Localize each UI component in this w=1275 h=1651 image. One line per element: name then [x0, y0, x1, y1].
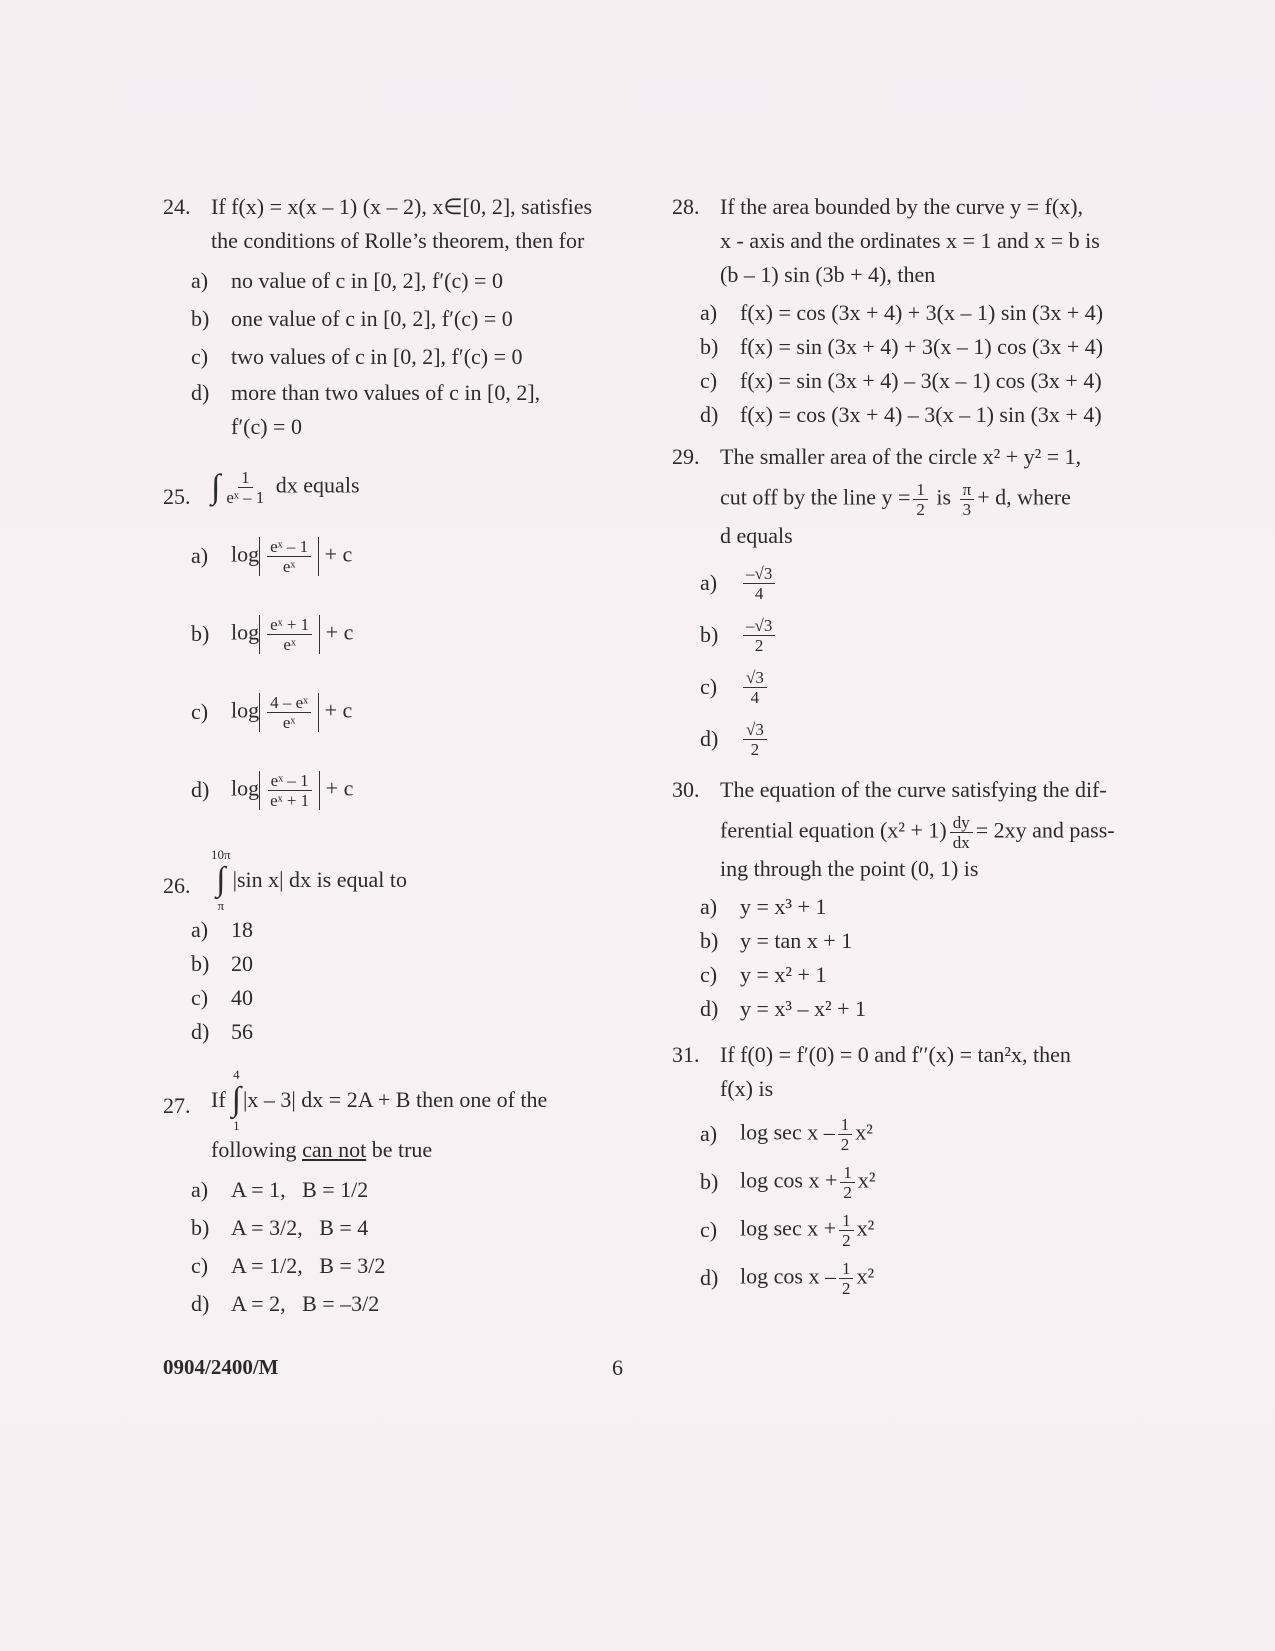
options [700, 890, 1152, 1026]
options [191, 262, 633, 444]
option-a[interactable]: a) log sec x – $\frac{1}{2}$ x² [700, 1114, 873, 1154]
question-number: 29. [672, 444, 700, 469]
left-column [163, 190, 633, 1323]
question-number: 24. [163, 194, 191, 219]
question-27 [163, 1067, 633, 1323]
option-c[interactable]: c) A = 1/2, B = 3/2 [191, 1253, 386, 1278]
question-26 [163, 847, 633, 1049]
question-number: 28. [672, 194, 700, 219]
option-a[interactable]: a) $\frac{-√3}{4}$ [700, 557, 1152, 609]
option-a[interactable]: a) log $\frac{\text{eˣ – 1}}{\text{eˣ}}$ + c [191, 536, 353, 576]
question-text: ∫ $\frac{1}{\text{eˣ – 1}}$ dx equals [211, 468, 360, 507]
option-d[interactable]: d) more than two values of c in [0, 2], f′(c) = 0 [191, 380, 541, 439]
option-c[interactable]: c) log $\frac{\text{4 – eˣ}}{\text{eˣ}}$ + c [191, 692, 353, 732]
option-b[interactable]: b) $\frac{-√3}{2}$ [700, 609, 1152, 661]
option-d[interactable]: d) f(x) = cos (3x + 4) – 3(x – 1) sin (3x + 4) [700, 402, 1102, 427]
options [700, 296, 1152, 432]
option-b[interactable]: b) log $\frac{\text{eˣ + 1}}{\text{eˣ}}$ + c [191, 614, 354, 654]
options [700, 557, 1152, 765]
option-d[interactable]: d) log cos x – $\frac{1}{2}$ x² [700, 1258, 875, 1298]
option-c[interactable]: c) $\frac{√3}{4}$ [700, 661, 1152, 713]
options [700, 1110, 1152, 1302]
question-28 [672, 190, 1152, 432]
options [191, 913, 633, 1049]
question-text: If the area bounded by the curve y = f(x), x - axis and the ordinates x = 1 and x = b is (b – 1) sin (3b + 4), then [720, 194, 1100, 287]
question-number: 27. [163, 1093, 191, 1118]
question-text: If f(x) = x(x – 1) (x – 2), x∈[0, 2], satisfies the conditions of Rolle’s theorem, then for [211, 194, 593, 253]
options [191, 517, 633, 829]
option-c[interactable]: c) two values of c in [0, 2], f′(c) = 0 [191, 344, 523, 369]
question-text: If f(0) = f′(0) = 0 and f′′(x) = tan²x, then f(x) is [720, 1042, 1071, 1101]
option-b[interactable]: b) log cos x + $\frac{1}{2}$ x² [700, 1162, 876, 1202]
option-b[interactable]: b) f(x) = sin (3x + 4) + 3(x – 1) cos (3x + 4) [700, 334, 1104, 359]
question-text: The smaller area of the circle x² + y² = 1, cut off by the line y = $\frac{1}{2}$ is $\frac{\pi}{3}$ + d, where d equals [720, 444, 1082, 548]
option-a[interactable]: a) f(x) = cos (3x + 4) + 3(x – 1) sin (3x + 4) [700, 300, 1104, 325]
option-c[interactable]: c) y = x² + 1 [700, 962, 827, 987]
paper-code: 0904/2400/M [163, 1355, 279, 1379]
options [191, 1171, 633, 1323]
option-d[interactable]: d) 56 [191, 1019, 253, 1044]
integral-sign: 4 ∫ 1 [231, 1067, 241, 1133]
question-24 [163, 190, 633, 444]
option-d[interactable]: d) $\frac{√3}{2}$ [700, 713, 1152, 765]
page-number: 6 [612, 1355, 623, 1380]
option-a[interactable]: a) A = 1, B = 1/2 [191, 1177, 369, 1202]
option-b[interactable]: b) one value of c in [0, 2], f′(c) = 0 [191, 306, 513, 331]
option-b[interactable]: b) y = tan x + 1 [700, 928, 853, 953]
question-number: 30. [672, 777, 700, 802]
option-b[interactable]: b) 20 [191, 951, 253, 976]
question-number: 26. [163, 873, 191, 898]
integrand: $\frac{1}{\text{eˣ – 1}}$ [226, 468, 265, 507]
question-number: 25. [163, 484, 191, 509]
option-d[interactable]: d) A = 2, B = –3/2 [191, 1291, 380, 1316]
option-d[interactable]: d) log $\frac{\text{eˣ – 1}}{\text{eˣ + 1}}$ + c [191, 770, 354, 810]
integral-sign: 10π ∫ π [211, 847, 231, 913]
option-a[interactable]: a) y = x³ + 1 [700, 894, 827, 919]
option-a[interactable]: a) 18 [191, 917, 253, 942]
question-number: 31. [672, 1042, 700, 1067]
option-c[interactable]: c) 40 [191, 985, 253, 1010]
question-31 [672, 1038, 1152, 1302]
option-c[interactable]: c) f(x) = sin (3x + 4) – 3(x – 1) cos (3x + 4) [700, 368, 1102, 393]
option-b[interactable]: b) A = 3/2, B = 4 [191, 1215, 369, 1240]
option-a[interactable]: a) no value of c in [0, 2], f′(c) = 0 [191, 268, 503, 293]
question-25 [163, 468, 633, 829]
question-text: The equation of the curve satisfying the dif- ferential equation (x² + 1) $\frac{dy}{dx}$ = 2xy and pass- ing through the point (0, 1) is [720, 777, 1115, 881]
question-30 [672, 773, 1152, 1026]
integral-sign: ∫ [211, 468, 221, 506]
option-c[interactable]: c) log sec x + $\frac{1}{2}$ x² [700, 1210, 875, 1250]
question-text: If 4 ∫ 1 |x – 3| dx = 2A + B then one of the following can not be true [211, 1067, 548, 1162]
option-d[interactable]: d) y = x³ – x² + 1 [700, 996, 867, 1021]
right-column [672, 190, 1152, 1302]
question-text: 10π ∫ π |sin x| dx is equal to [211, 847, 407, 913]
question-29 [672, 440, 1152, 765]
